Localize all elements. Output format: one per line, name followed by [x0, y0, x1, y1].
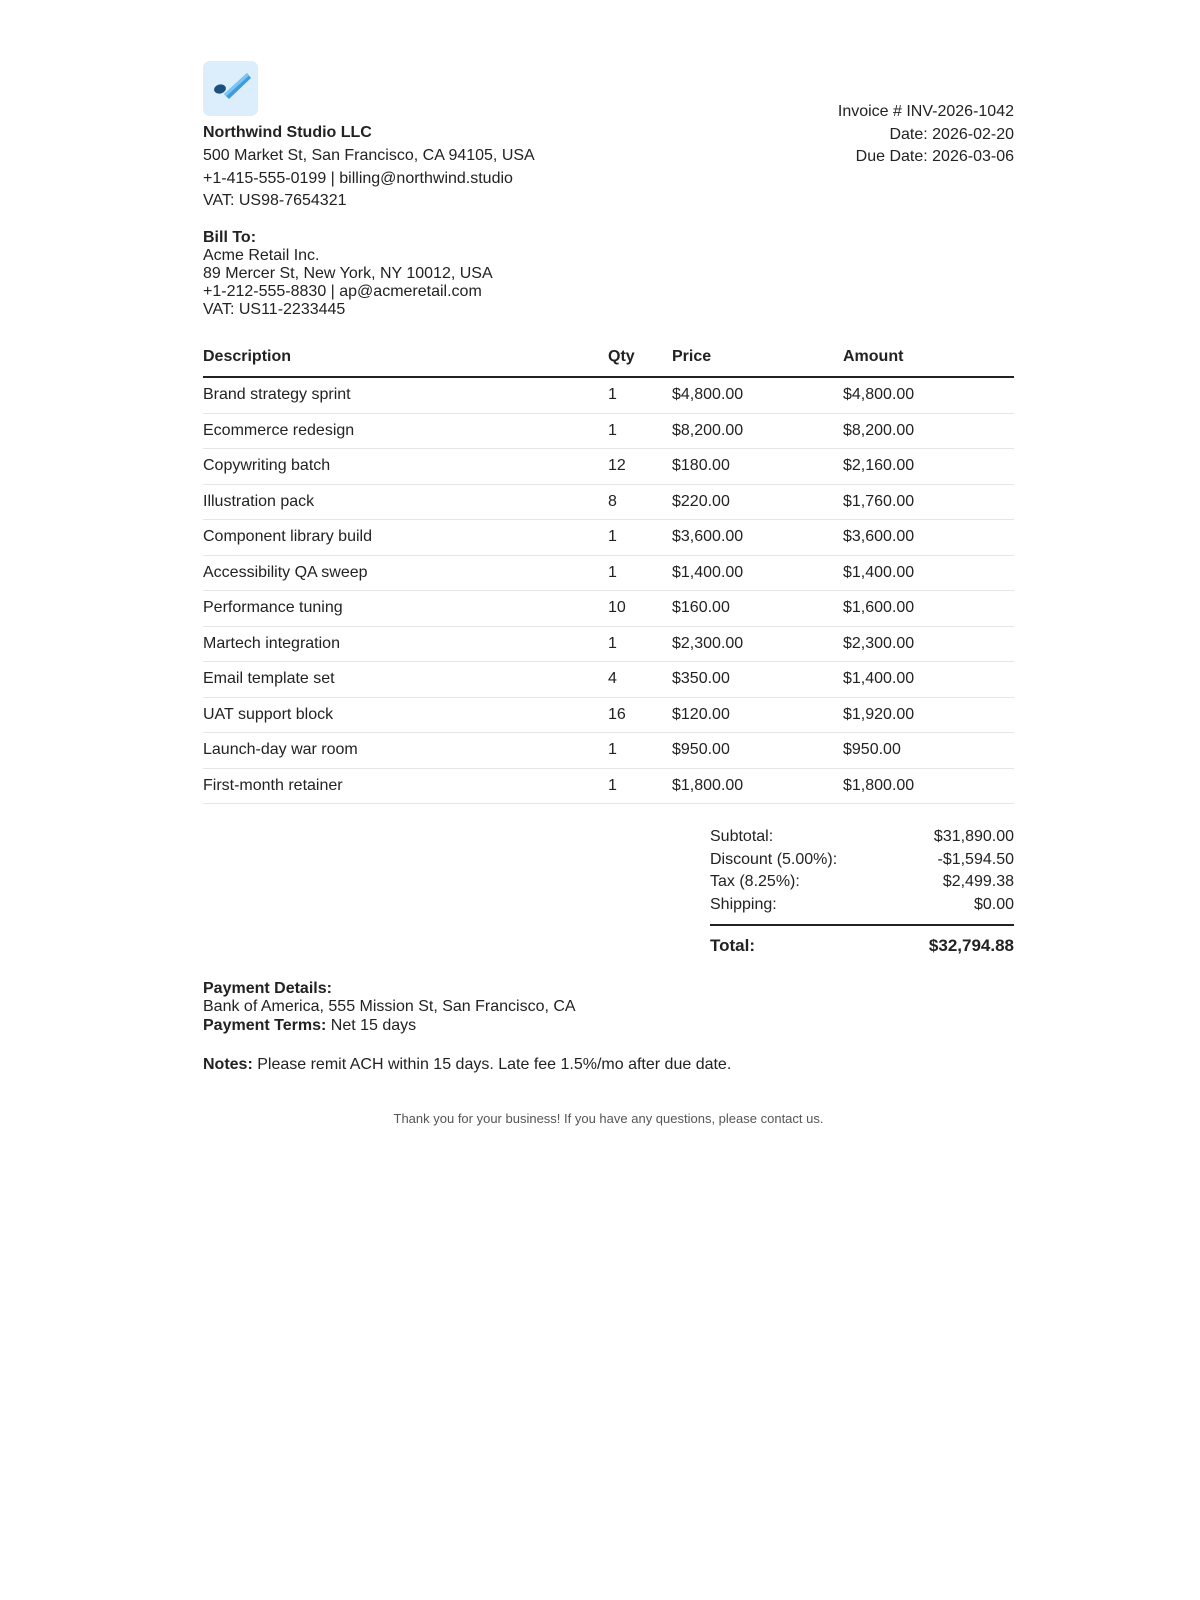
cell-amount: $4,800.00: [843, 377, 1014, 413]
tax-label: Tax (8.25%):: [710, 873, 800, 890]
cell-amount: $950.00: [843, 733, 1014, 769]
cell-amount: $1,600.00: [843, 591, 1014, 627]
cell-qty: 1: [608, 377, 672, 413]
table-row: [203, 377, 1014, 413]
company-details: [203, 145, 535, 213]
tax-row: [710, 871, 1014, 894]
cell-description: First-month retainer: [203, 768, 608, 804]
subtotal-value: $31,890.00: [933, 828, 1014, 845]
cell-price: $160.00: [672, 591, 843, 627]
table-row: [203, 520, 1014, 556]
footer-message: Thank you for your business! If you have any questions, please contact us.: [393, 1111, 824, 1126]
cell-price: $180.00: [672, 449, 843, 485]
cell-description: Performance tuning: [203, 591, 608, 627]
cell-qty: 16: [608, 697, 672, 733]
table-row: [203, 768, 1014, 804]
cell-description: Launch-day war room: [203, 733, 608, 769]
cell-amount: $2,160.00: [843, 449, 1014, 485]
cell-qty: 1: [608, 555, 672, 591]
total-row: [710, 924, 1014, 958]
cell-price: $3,600.00: [672, 520, 843, 556]
cell-qty: 10: [608, 591, 672, 627]
cell-price: $2,300.00: [672, 626, 843, 662]
totals-section: [710, 826, 1014, 958]
table-row: [203, 413, 1014, 449]
cell-qty: 1: [608, 733, 672, 769]
shipping-label: Shipping:: [710, 895, 777, 913]
company-contact: +1-415-555-0199 | billing@northwind.studio: [203, 169, 513, 187]
bill-to-contact: +1-212-555-8830 | ap@acmeretail.com: [203, 283, 482, 300]
bill-to-name: Acme Retail Inc.: [203, 247, 320, 264]
header-amount: Amount: [843, 347, 1014, 377]
company-name: Northwind Studio LLC: [203, 124, 372, 141]
payment-details-label: Payment Details:: [203, 979, 332, 997]
cell-price: $1,400.00: [672, 555, 843, 591]
subtotal-label: Subtotal:: [710, 828, 774, 845]
invoice-date: Date: 2026-02-20: [889, 125, 1014, 143]
bill-to-vat: VAT: US11-2233445: [203, 301, 346, 318]
cell-price: $1,800.00: [672, 768, 843, 804]
table-row: [203, 733, 1014, 769]
cell-description: Brand strategy sprint: [203, 377, 608, 413]
company-address: 500 Market St, San Francisco, CA 94105, USA: [203, 147, 535, 164]
cell-qty: 12: [608, 449, 672, 485]
cell-description: UAT support block: [203, 697, 608, 733]
cell-price: $120.00: [672, 697, 843, 733]
header-qty: Qty: [608, 347, 672, 377]
cell-qty: 1: [608, 768, 672, 804]
cell-amount: $1,800.00: [843, 768, 1014, 804]
cell-description: Illustration pack: [203, 484, 608, 520]
subtotal-row: [710, 826, 1014, 849]
cell-amount: $1,920.00: [843, 697, 1014, 733]
cell-price: $8,200.00: [672, 413, 843, 449]
cell-description: Email template set: [203, 662, 608, 698]
table-row: [203, 662, 1014, 698]
bill-to-label: Bill To:: [203, 229, 257, 246]
cell-description: Component library build: [203, 520, 608, 556]
company-vat: VAT: US98-7654321: [203, 192, 347, 209]
notes-text: Please remit ACH within 15 days. Late fee 1.5%/mo after due date.: [257, 1056, 732, 1073]
cell-qty: 8: [608, 484, 672, 520]
cell-qty: 1: [608, 413, 672, 449]
cell-price: $220.00: [672, 484, 843, 520]
cell-amount: $1,400.00: [843, 662, 1014, 698]
table-row: [203, 697, 1014, 733]
payment-terms: [203, 1017, 1014, 1036]
invoice-number: Invoice # INV-2026-1042: [837, 103, 1014, 120]
cell-qty: 4: [608, 662, 672, 698]
cell-amount: $3,600.00: [843, 520, 1014, 556]
bill-to-address: 89 Mercer St, New York, NY 10012, USA: [203, 265, 493, 282]
table-row: [203, 555, 1014, 591]
payment-terms-value: Net 15 days: [330, 1016, 417, 1034]
cell-price: $950.00: [672, 733, 843, 769]
cell-description: Martech integration: [203, 626, 608, 662]
table-row: [203, 591, 1014, 627]
invoice-page: [203, 61, 1014, 1126]
cell-amount: $1,760.00: [843, 484, 1014, 520]
line-items-table: [203, 347, 1014, 804]
table-row: [203, 484, 1014, 520]
notes-section: [203, 1055, 1014, 1075]
shipping-value: $0.00: [973, 895, 1014, 913]
payment-terms-label: Payment Terms:: [203, 1016, 327, 1034]
header-price: Price: [672, 347, 843, 377]
invoice-due-date: Due Date: 2026-03-06: [855, 148, 1014, 165]
discount-row: [710, 849, 1014, 872]
total-value: $32,794.88: [928, 936, 1014, 955]
bill-to-section: [203, 229, 1014, 319]
tax-value: $2,499.38: [942, 873, 1014, 890]
cell-qty: 1: [608, 626, 672, 662]
cell-qty: 1: [608, 520, 672, 556]
invoice-header: [203, 61, 1014, 213]
table-header-row: [203, 347, 1014, 377]
cell-amount: $2,300.00: [843, 626, 1014, 662]
payment-section: [203, 980, 1014, 1036]
discount-label: Discount (5.00%):: [710, 850, 838, 868]
shipping-row: [710, 894, 1014, 917]
checkmark-logo-icon: [203, 61, 258, 116]
total-label: Total:: [710, 936, 756, 955]
invoice-meta: [838, 101, 1014, 169]
cell-amount: $1,400.00: [843, 555, 1014, 591]
payment-bank: Bank of America, 555 Mission St, San Francisco, CA: [203, 998, 576, 1015]
table-row: [203, 449, 1014, 485]
cell-description: Accessibility QA sweep: [203, 555, 608, 591]
cell-amount: $8,200.00: [843, 413, 1014, 449]
table-row: [203, 626, 1014, 662]
discount-value: -$1,594.50: [937, 850, 1014, 868]
cell-price: $4,800.00: [672, 377, 843, 413]
cell-description: Ecommerce redesign: [203, 413, 608, 449]
notes-label: Notes:: [203, 1056, 253, 1073]
cell-description: Copywriting batch: [203, 449, 608, 485]
header-description: Description: [203, 347, 608, 377]
cell-price: $350.00: [672, 662, 843, 698]
